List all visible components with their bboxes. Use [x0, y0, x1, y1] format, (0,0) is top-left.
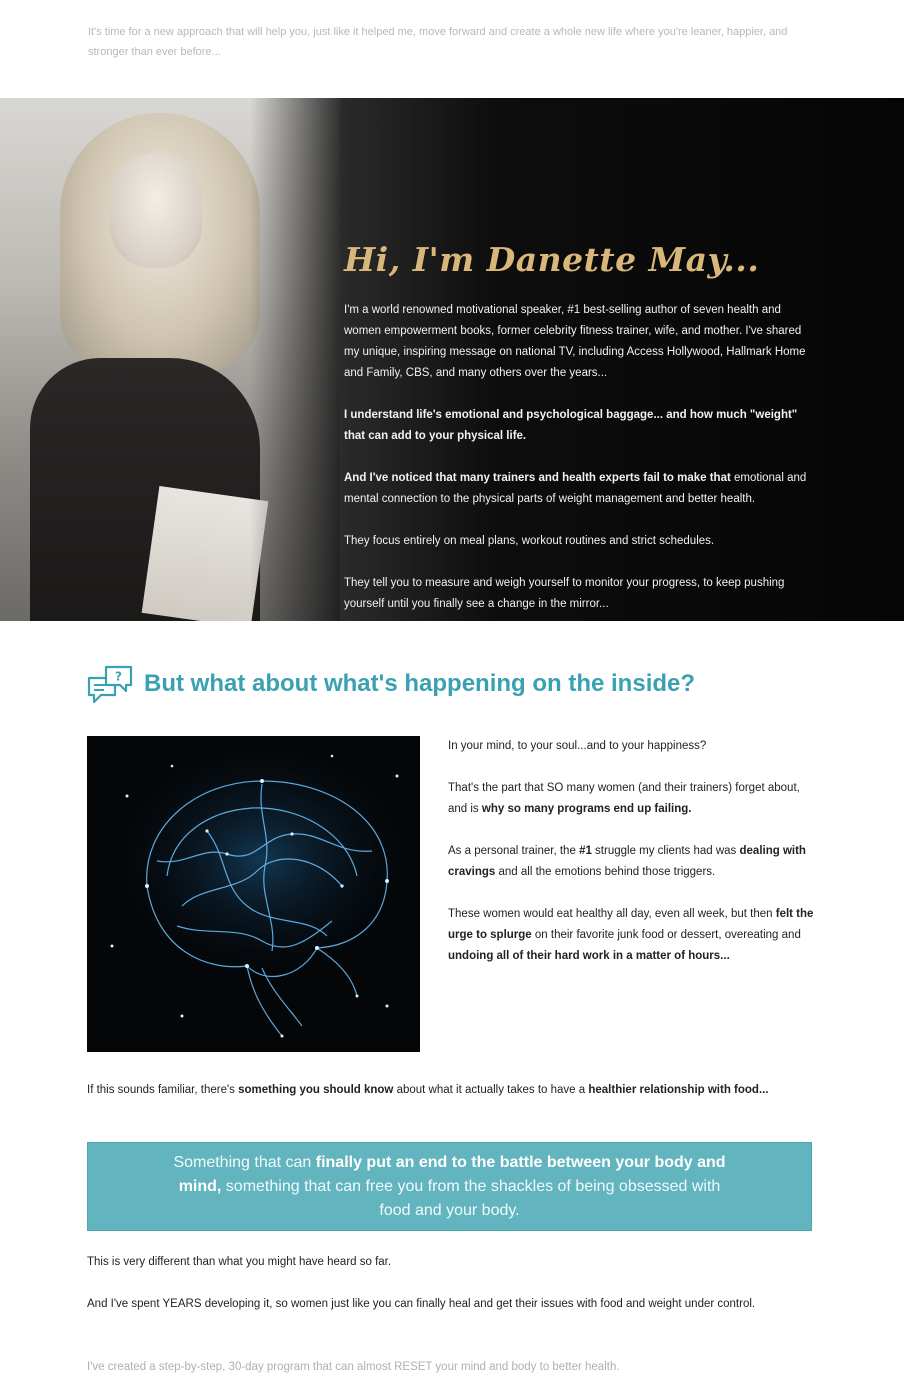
side-paragraph-4: These women would eat healthy all day, even all week, but then felt the urge to splurge on their favorite junk food or dessert, overeating and undoing all of their hard work in a matter of hours...: [448, 908, 814, 962]
side-paragraph-3: As a personal trainer, the #1 struggle my clients had was dealing with cravings and all the emotions behind those triggers.: [448, 845, 806, 878]
callout-text: Something that can finally put an end to the battle between your body and mind, something that can free you from the shackles of being obsessed with food and your body.: [173, 1153, 726, 1219]
hero-paragraph-5: They tell you to measure and weigh yourself to monitor your progress, to keep pushing yourself until you finally see a change in the mirror...: [344, 577, 785, 610]
section-title: But what about what's happening on the inside?: [144, 670, 696, 697]
hero-paragraph-2: I understand life's emotional and psychological baggage... and how much "weight" that can add to your physical life.: [344, 409, 798, 442]
hero-paragraph-3: And I've noticed that many trainers and health experts fail to make that emotional and mental connection to the physical parts of weight management and better health.: [344, 472, 807, 505]
hero-body: [344, 300, 814, 621]
svg-text:?: ?: [115, 669, 122, 684]
author-photo: [0, 98, 340, 621]
familiar-paragraph: If this sounds familiar, there's something you should know about what it actually takes to have a healthier relationship with food...: [87, 1084, 769, 1096]
side-text: [448, 736, 818, 988]
hero-title: Hi, I'm Danette May...: [344, 240, 760, 279]
section-heading: [86, 662, 826, 706]
chat-bubbles-icon: [86, 664, 134, 706]
side-paragraph-1: In your mind, to your soul...and to your happiness?: [448, 740, 707, 752]
bottom-paragraph-1: This is very different than what you might have heard so far.: [87, 1256, 392, 1268]
bottom-paragraph-3: I've created a step-by-step, 30-day program that can almost RESET your mind and body to better health.: [87, 1361, 620, 1373]
bottom-paragraph-2: And I've spent YEARS developing it, so women just like you can finally heal and get their issues with food and weight under control.: [87, 1298, 756, 1310]
side-paragraph-2: That's the part that SO many women (and their trainers) forget about, and is why so many programs end up failing.: [448, 782, 800, 815]
callout-box: [87, 1142, 812, 1231]
intro-text: It's time for a new approach that will help you, just like it helped me, move forward and create a whole new life where you're leaner, happier, and stronger than ever before...: [88, 26, 788, 58]
brain-image: [87, 736, 420, 1052]
hero-section: [0, 98, 904, 621]
hero-paragraph-4: They focus entirely on meal plans, workout routines and strict schedules.: [344, 535, 715, 547]
hero-paragraph-1: I'm a world renowned motivational speaker, #1 best-selling author of seven health and women empowerment books, former celebrity fitness trainer, wife, and mother. I've shared my unique, inspiring message on national TV, including Access Hollywood, Hallmark Home and Family, CBS, and many others over the years...: [344, 304, 806, 379]
